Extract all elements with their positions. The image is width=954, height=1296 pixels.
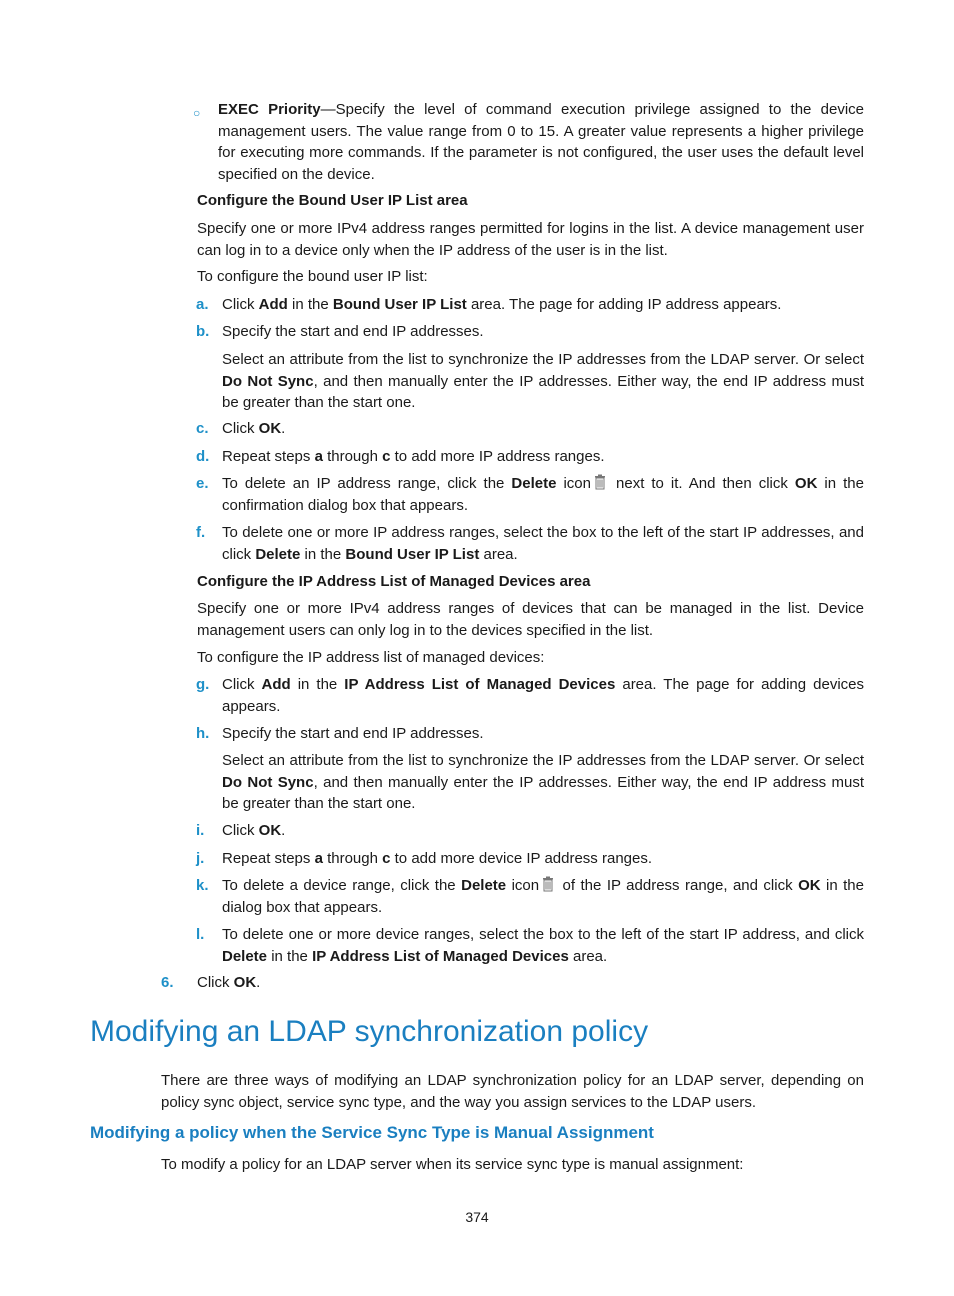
step-label-k: k. bbox=[196, 877, 209, 894]
bound-user-ip-list-term: Bound User IP List bbox=[345, 545, 480, 563]
do-not-sync-term: Do Not Sync bbox=[222, 372, 314, 390]
step-6-text: Click bbox=[197, 974, 234, 991]
step-label-h: h. bbox=[196, 725, 210, 742]
step-e-text: To delete an IP address range, click the bbox=[222, 475, 512, 492]
step-f-text: To delete one or more IP address ranges, select the box to the left of the start IP addresses, and click bbox=[222, 524, 864, 563]
step-b-note bbox=[222, 349, 864, 414]
step-e-text: in the confirmation dialog box that appears. bbox=[222, 475, 864, 514]
delete-term: Delete bbox=[511, 475, 557, 492]
step-k-text: of the IP address range, and click bbox=[557, 877, 799, 894]
step-ref-a: a bbox=[314, 850, 323, 867]
exec-priority-text: —Specify the level of command execution privilege assigned to the device management users. The value range from 0 to 15. A greater value represents a higher privilege for executing more commands. If the parameter is not configured, the user uses the default level specified on the device. bbox=[218, 101, 864, 183]
step-f bbox=[222, 522, 864, 565]
subsection-title: Modifying a policy when the Service Sync Type is Manual Assignment bbox=[90, 1123, 654, 1142]
step-e-text: next to it. And then click bbox=[608, 475, 795, 492]
managed-list-lead: To configure the IP address list of managed devices: bbox=[197, 649, 545, 666]
step-f-text: in the bbox=[300, 545, 346, 563]
step-a bbox=[222, 294, 864, 316]
step-label-c: c. bbox=[196, 420, 209, 437]
step-k bbox=[222, 875, 864, 918]
step-e bbox=[222, 473, 864, 516]
bound-list-intro: Specify one or more IPv4 address ranges permitted for logins in the list. A device management user can log in to a device only when the IP address of the user is in the list. bbox=[197, 220, 864, 259]
step-c bbox=[222, 418, 285, 440]
ok-term: OK bbox=[794, 475, 818, 492]
step-d-text: Repeat steps bbox=[222, 448, 315, 465]
step-label-b: b. bbox=[196, 323, 210, 340]
ok-term: OK bbox=[233, 974, 257, 991]
step-6 bbox=[197, 972, 260, 994]
step-b-note-text: , and then manually enter the IP addresses. Either way, the end IP address must be greater than the start one. bbox=[222, 372, 864, 411]
ok-term: OK bbox=[258, 822, 282, 839]
trash-icon bbox=[594, 474, 606, 490]
step-g-text: Click bbox=[222, 676, 262, 693]
step-h: Specify the start and end IP addresses. bbox=[222, 725, 484, 742]
step-d-text: through bbox=[322, 448, 383, 465]
step-ref-c: c bbox=[382, 850, 391, 867]
step-label-j: j. bbox=[196, 850, 205, 867]
step-g-text: in the bbox=[290, 676, 345, 693]
section-intro: There are three ways of modifying an LDAP synchronization policy for an LDAP server, depending on policy sync object, service sync type, and the way you assign services to the LDAP users. bbox=[161, 1072, 864, 1111]
step-g bbox=[222, 674, 864, 717]
section-title: Modifying an LDAP synchronization policy bbox=[90, 1015, 649, 1048]
step-j-text: Repeat steps bbox=[222, 850, 315, 867]
step-i bbox=[222, 820, 285, 842]
step-6-text: . bbox=[256, 974, 261, 991]
step-h-note-text: , and then manually enter the IP addresses. Either way, the end IP address must be greater than the start one. bbox=[222, 773, 864, 812]
step-c-text: Click bbox=[222, 420, 259, 437]
page-number: 374 bbox=[465, 1209, 489, 1225]
step-l-text: area. bbox=[568, 947, 608, 965]
step-ref-a: a bbox=[314, 448, 323, 465]
managed-list-heading: Configure the IP Address List of Managed Devices area bbox=[197, 573, 591, 590]
step-a-text: in the bbox=[287, 296, 333, 313]
step-l-text: in the bbox=[267, 947, 313, 965]
step-l-text: To delete one or more device ranges, select the box to the left of the start IP address, and click bbox=[222, 926, 864, 943]
delete-term: Delete bbox=[255, 545, 301, 563]
exec-priority-paragraph bbox=[218, 99, 864, 185]
subsection-lead: To modify a policy for an LDAP server when its service sync type is manual assignment: bbox=[161, 1156, 744, 1173]
step-j-text: through bbox=[322, 850, 383, 867]
step-f-text: area. bbox=[479, 545, 518, 563]
step-label-f: f. bbox=[196, 524, 206, 541]
delete-term: Delete bbox=[461, 877, 507, 894]
step-h-note-text: Select an attribute from the list to synchronize the IP addresses from the LDAP server. Or select bbox=[222, 752, 864, 769]
step-c-text: . bbox=[281, 420, 286, 437]
step-l bbox=[222, 924, 864, 967]
do-not-sync-term: Do Not Sync bbox=[222, 773, 314, 791]
managed-devices-list-term: IP Address List of Managed Devices bbox=[344, 676, 616, 693]
step-h-note bbox=[222, 750, 864, 815]
exec-priority-term: EXEC Priority bbox=[218, 101, 321, 118]
add-term: Add bbox=[258, 296, 288, 313]
step-e-text: icon bbox=[556, 475, 591, 492]
step-label-6: 6. bbox=[161, 974, 174, 991]
step-b: Specify the start and end IP addresses. bbox=[222, 323, 484, 340]
step-b-note-text: Select an attribute from the list to synchronize the IP addresses from the LDAP server. Or select bbox=[222, 351, 864, 368]
step-i-text: . bbox=[281, 822, 286, 839]
bound-user-ip-list-term: Bound User IP List bbox=[332, 296, 467, 313]
step-i-text: Click bbox=[222, 822, 259, 839]
step-a-text: area. The page for adding IP address appears. bbox=[466, 296, 782, 313]
step-label-a: a. bbox=[196, 296, 209, 313]
ok-term: OK bbox=[258, 420, 282, 437]
step-label-g: g. bbox=[196, 676, 210, 693]
trash-icon bbox=[542, 876, 554, 892]
step-label-l: l. bbox=[196, 926, 205, 943]
step-label-e: e. bbox=[196, 475, 209, 492]
step-d-text: to add more IP address ranges. bbox=[390, 448, 605, 465]
step-g-text: area. The page for adding devices appears. bbox=[222, 676, 864, 715]
step-k-text: To delete a device range, click the bbox=[222, 877, 462, 894]
delete-term: Delete bbox=[222, 947, 268, 965]
step-a-text: Click bbox=[222, 296, 259, 313]
add-term: Add bbox=[261, 676, 291, 693]
step-j-text: to add more device IP address ranges. bbox=[390, 850, 653, 867]
bound-list-heading: Configure the Bound User IP List area bbox=[197, 192, 468, 209]
ok-term: OK bbox=[798, 877, 821, 894]
step-d bbox=[222, 446, 604, 468]
step-k-text: in the dialog box that appears. bbox=[222, 877, 864, 916]
step-k-text: icon bbox=[506, 877, 540, 894]
step-ref-c: c bbox=[382, 448, 391, 465]
step-j bbox=[222, 848, 652, 870]
bound-list-lead: To configure the bound user IP list: bbox=[197, 268, 428, 285]
bullet-marker: ○ bbox=[193, 106, 201, 120]
managed-list-intro: Specify one or more IPv4 address ranges of devices that can be managed in the list. Device management users can only log in to the devices specified in the list. bbox=[197, 600, 864, 639]
step-label-d: d. bbox=[196, 448, 210, 465]
managed-devices-list-term: IP Address List of Managed Devices bbox=[312, 947, 569, 965]
step-label-i: i. bbox=[196, 822, 205, 839]
